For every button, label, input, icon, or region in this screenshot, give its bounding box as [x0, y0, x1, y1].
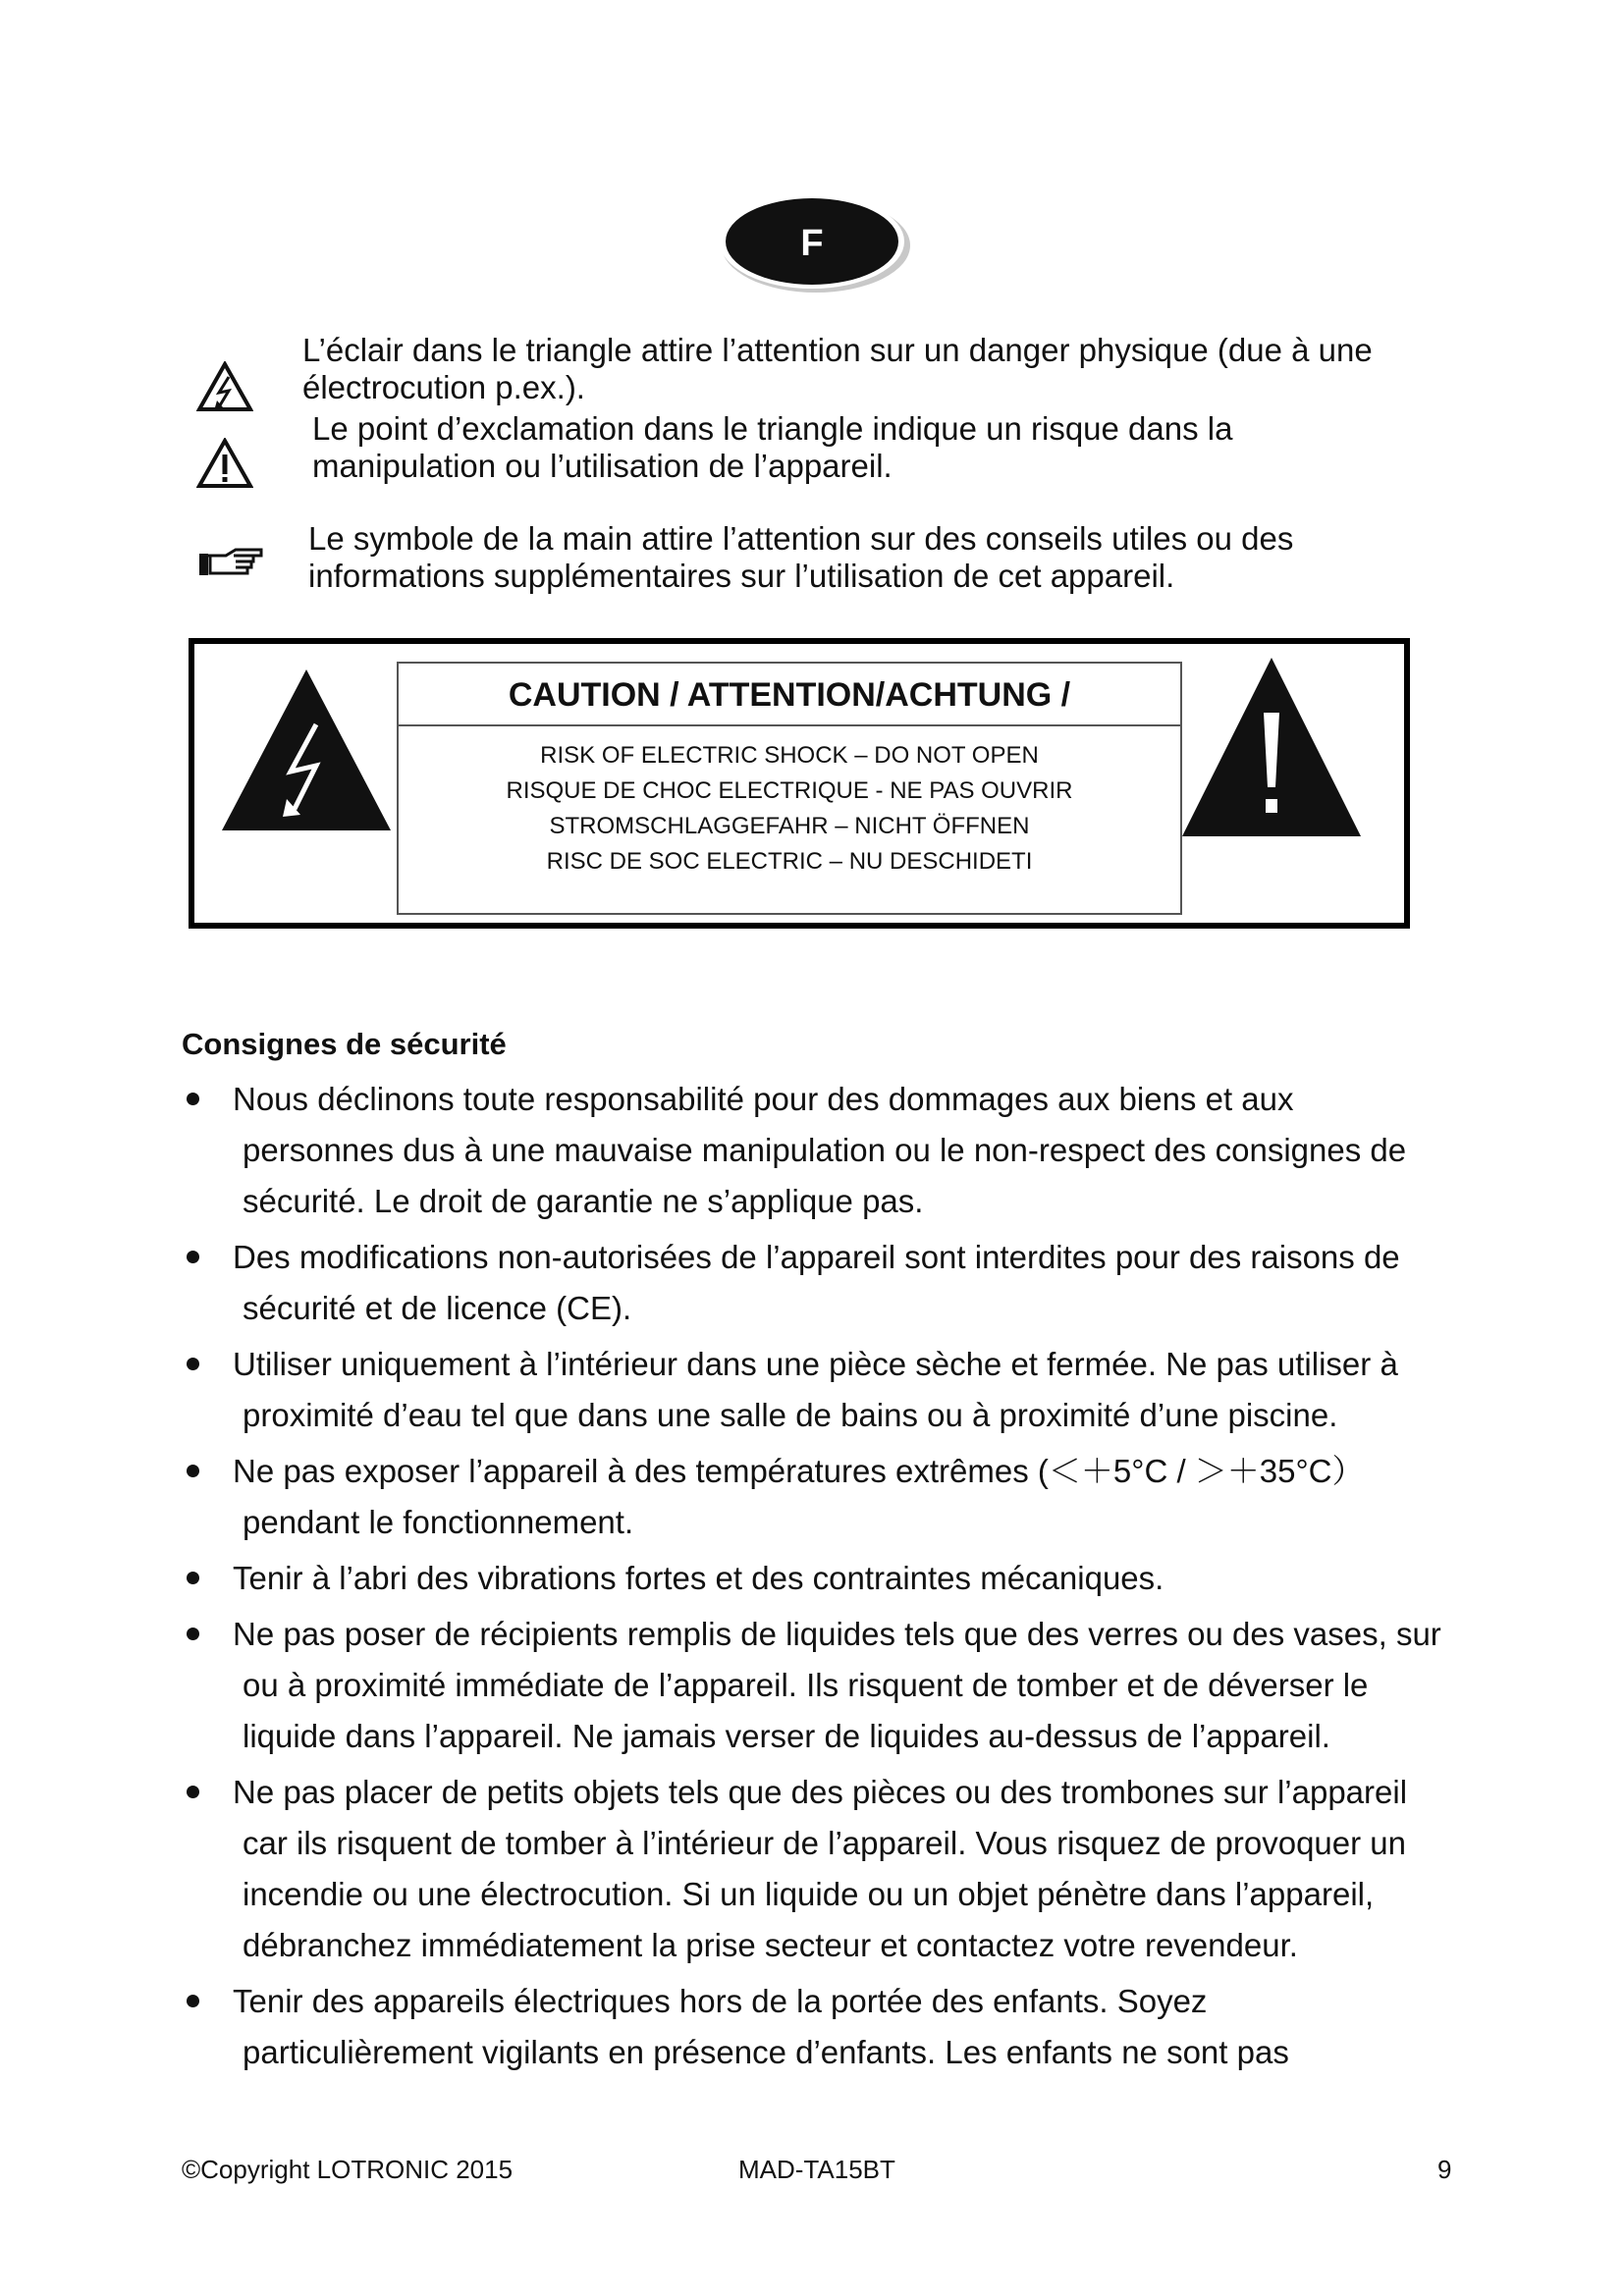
caution-panel [397, 662, 1182, 915]
safety-item [182, 1232, 1488, 1334]
safety-item [182, 1553, 1488, 1604]
exclamation-triangle-icon [196, 438, 253, 489]
safety-item-line: car ils risquent de tomber à l’intérieur de l’appareil. Vous risquez de provoquer un [243, 1825, 1406, 1861]
caution-line: STROMSCHLAGGEFAHR – NICHT ÖFFNEN [549, 813, 1030, 839]
text-line: Le symbole de la main attire l’attention sur des conseils utiles ou des [308, 520, 1294, 557]
safety-item-line: pendant le fonctionnement. [243, 1504, 634, 1540]
language-badge [711, 187, 917, 296]
badge-letter: F [800, 223, 824, 264]
symbol-text-exclamation [312, 410, 1232, 485]
safety-item-line: particulièrement vigilants en présence d’enfants. Les enfants ne sont pas [243, 2034, 1289, 2070]
bullet-dot-icon [187, 1251, 199, 1263]
symbol-text-lightning [302, 332, 1373, 406]
bullet-dot-icon [187, 1358, 199, 1370]
bullet-dot-icon [187, 1628, 199, 1640]
safety-item [182, 1446, 1488, 1548]
safety-item-line: Tenir à l’abri des vibrations fortes et des contraintes mécaniques. [233, 1560, 1164, 1596]
lightning-triangle-icon [196, 361, 253, 412]
safety-item [182, 1339, 1488, 1441]
safety-item [182, 1609, 1488, 1762]
bullet-dot-icon [187, 1786, 199, 1798]
caution-box [189, 638, 1410, 929]
bullet-dot-icon [187, 1093, 199, 1105]
section-title: Consignes de sécurité [182, 1027, 507, 1061]
caution-line: RISK OF ELECTRIC SHOCK – DO NOT OPEN [540, 742, 1039, 769]
safety-list [182, 1074, 1488, 2083]
safety-item-line: liquide dans l’appareil. Ne jamais verser de liquides au-dessus de l’appareil. [243, 1718, 1330, 1754]
text-line: informations supplémentaires sur l’utilisation de cet appareil. [308, 558, 1175, 594]
safety-item-line: Nous déclinons toute responsabilité pour des dommages aux biens et aux [233, 1081, 1294, 1117]
safety-item [182, 1074, 1488, 1227]
text-line: manipulation ou l’utilisation de l’appareil. [312, 448, 893, 484]
safety-item-line: Des modifications non-autorisées de l’appareil sont interdites pour des raisons de [233, 1239, 1400, 1275]
safety-item-line: proximité d’eau tel que dans une salle de bains ou à proximité d’une piscine. [243, 1397, 1338, 1433]
safety-item [182, 1976, 1488, 2078]
safety-item-line: débranchez immédiatement la prise secteur et contactez votre revendeur. [243, 1927, 1298, 1963]
safety-item [182, 1767, 1488, 1971]
text-line: électrocution p.ex.). [302, 369, 585, 405]
exclamation-warning-icon [1178, 654, 1365, 840]
footer-copyright: ©Copyright LOTRONIC 2015 [182, 2155, 514, 2184]
symbol-text-hand [308, 520, 1293, 595]
text-line: L’éclair dans le triangle attire l’attention sur un danger physique (due à une [302, 332, 1373, 368]
safety-item-line: Utiliser uniquement à l’intérieur dans une pièce sèche et fermée. Ne pas utiliser à [233, 1346, 1398, 1382]
safety-item-line: Ne pas poser de récipients remplis de liquides tels que des verres ou des vases, sur [233, 1616, 1441, 1652]
caution-line: RISQUE DE CHOC ELECTRIQUE - NE PAS OUVRIR [506, 777, 1073, 804]
safety-item-line: Ne pas placer de petits objets tels que des pièces ou des trombones sur l’appareil [233, 1774, 1408, 1810]
caution-title: CAUTION / ATTENTION/ACHTUNG / [399, 664, 1180, 726]
safety-item-line: incendie ou une électrocution. Si un liquide ou un objet pénètre dans l’appareil, [243, 1876, 1375, 1912]
footer-model: MAD-TA15BT [738, 2155, 895, 2184]
safety-item-line: personnes dus à une mauvaise manipulation ou le non-respect des consignes de [243, 1132, 1407, 1168]
text-line: Le point d’exclamation dans le triangle indique un risque dans la [312, 410, 1233, 447]
lightning-warning-icon [218, 666, 395, 834]
caution-lines [399, 726, 1180, 880]
bullet-dot-icon [187, 1465, 199, 1477]
bullet-dot-icon [187, 1995, 199, 2007]
bullet-dot-icon [187, 1572, 199, 1584]
safety-item-line: sécurité et de licence (CE). [243, 1290, 632, 1326]
badge-ellipse-icon [711, 187, 917, 296]
safety-item-line: Ne pas exposer l’appareil à des températures extrêmes (＜＋5°C / ＞＋35°C） [233, 1453, 1365, 1489]
safety-item-line: ou à proximité immédiate de l’appareil. Ils risquent de tomber et de déverser le [243, 1667, 1369, 1703]
safety-item-line: Tenir des appareils électriques hors de la portée des enfants. Soyez [233, 1983, 1208, 2019]
safety-item-line: sécurité. Le droit de garantie ne s’applique pas. [243, 1183, 924, 1219]
footer-page-number: 9 [1437, 2155, 1452, 2184]
pointing-hand-icon [196, 546, 265, 579]
caution-line: RISC DE SOC ELECTRIC – NU DESCHIDETI [546, 848, 1033, 875]
